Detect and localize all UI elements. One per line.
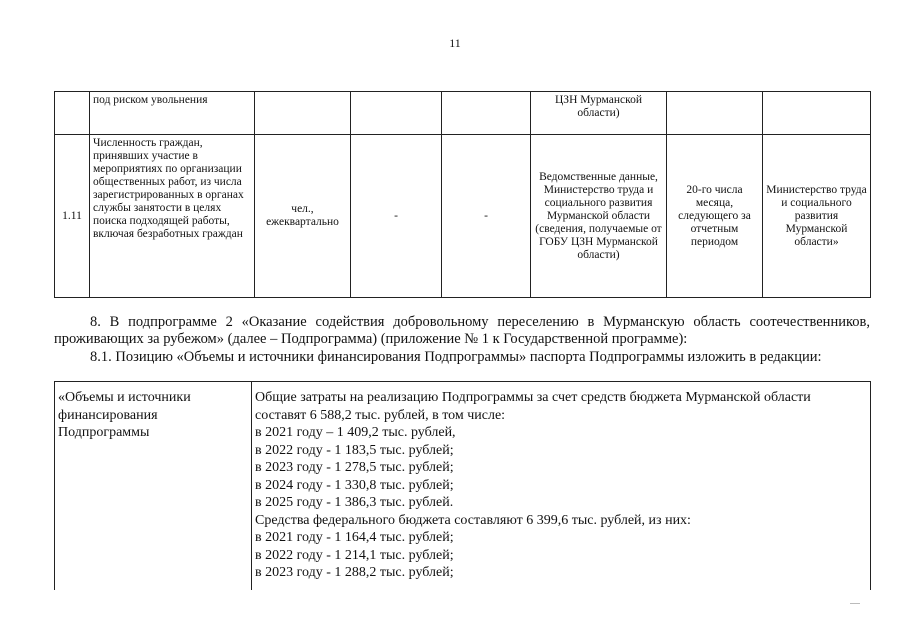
- funding-line: в 2025 году - 1 386,3 тыс. рублей.: [255, 495, 454, 510]
- table-row: [55, 92, 871, 135]
- funding-line: в 2023 году - 1 288,2 тыс. рублей;: [255, 565, 454, 580]
- funding-line: в 2023 году - 1 278,5 тыс. рублей;: [255, 460, 454, 475]
- responsible-cell: Министерство труда и социального развития Мурманской области»: [763, 135, 871, 298]
- indicators-table: [54, 91, 871, 298]
- indicator-name-cell: под риском увольнения: [90, 92, 255, 135]
- funding-line: Общие затраты на реализацию Подпрограммы за счет средств бюджета Мурманской области: [255, 390, 811, 405]
- paragraph-8-1: 8.1. Позицию «Объемы и источники финансирования Подпрограммы» паспорта Подпрограммы изложить в редакции:: [90, 349, 822, 365]
- indicator-name-cell: Численность граждан, принявших участие в мероприятиях по организации общественных работ, из числа зарегистрированных в органах службы занятости в целях поиска подходящей работы, включая безработных граждан: [90, 135, 255, 298]
- funding-line: в 2022 году - 1 183,5 тыс. рублей;: [255, 442, 454, 458]
- scan-mark: [850, 603, 860, 604]
- funding-line: в 2021 году – 1 409,2 тыс. рублей,: [255, 425, 456, 440]
- table-cell: [255, 92, 351, 135]
- funding-line: в 2021 году - 1 164,4 тыс. рублей;: [255, 530, 454, 545]
- deadline-cell: 20-го числа месяца, следующего за отчетным периодом: [667, 135, 763, 298]
- paragraph-8: 8. В подпрограмме 2 «Оказание содействия добровольному переселению в Мурманскую область соотечественников, проживающих за рубежом» (далее – Подпрограмма) (приложение № 1 к Государственной программе):: [54, 314, 870, 347]
- table-cell: [55, 92, 90, 135]
- funding-line: Средства федерального бюджета составляют 6 399,6 тыс. рублей, из них:: [255, 512, 691, 528]
- table-cell: [763, 92, 871, 135]
- value-cell: -: [351, 135, 442, 298]
- row-number-cell: 1.11: [55, 135, 90, 298]
- table-cell: [442, 92, 531, 135]
- unit-cell: чел., ежеквартально: [255, 135, 351, 298]
- funding-line: в 2024 году - 1 330,8 тыс. рублей;: [255, 477, 454, 493]
- funding-table: [54, 381, 871, 590]
- funding-line: составят 6 588,2 тыс. рублей, в том числе:: [255, 407, 506, 423]
- page-number: 11: [449, 36, 461, 50]
- data-source-cell: ЦЗН Мурманской области): [531, 92, 667, 135]
- funding-text-cell: [252, 382, 871, 590]
- table-row: [55, 135, 871, 298]
- data-source-cell: Ведомственные данные, Министерство труда и социального развития Мурманской области (сведения, получаемые от ГОБУ ЦЗН Мурманской области): [531, 135, 667, 298]
- position-title-cell: «Объемы и источники финансирования Подпрограммы: [55, 382, 252, 590]
- table-cell: [351, 92, 442, 135]
- funding-line: в 2022 году - 1 214,1 тыс. рублей;: [255, 547, 454, 563]
- value-cell: -: [442, 135, 531, 298]
- table-cell: [667, 92, 763, 135]
- table-row: [55, 382, 871, 590]
